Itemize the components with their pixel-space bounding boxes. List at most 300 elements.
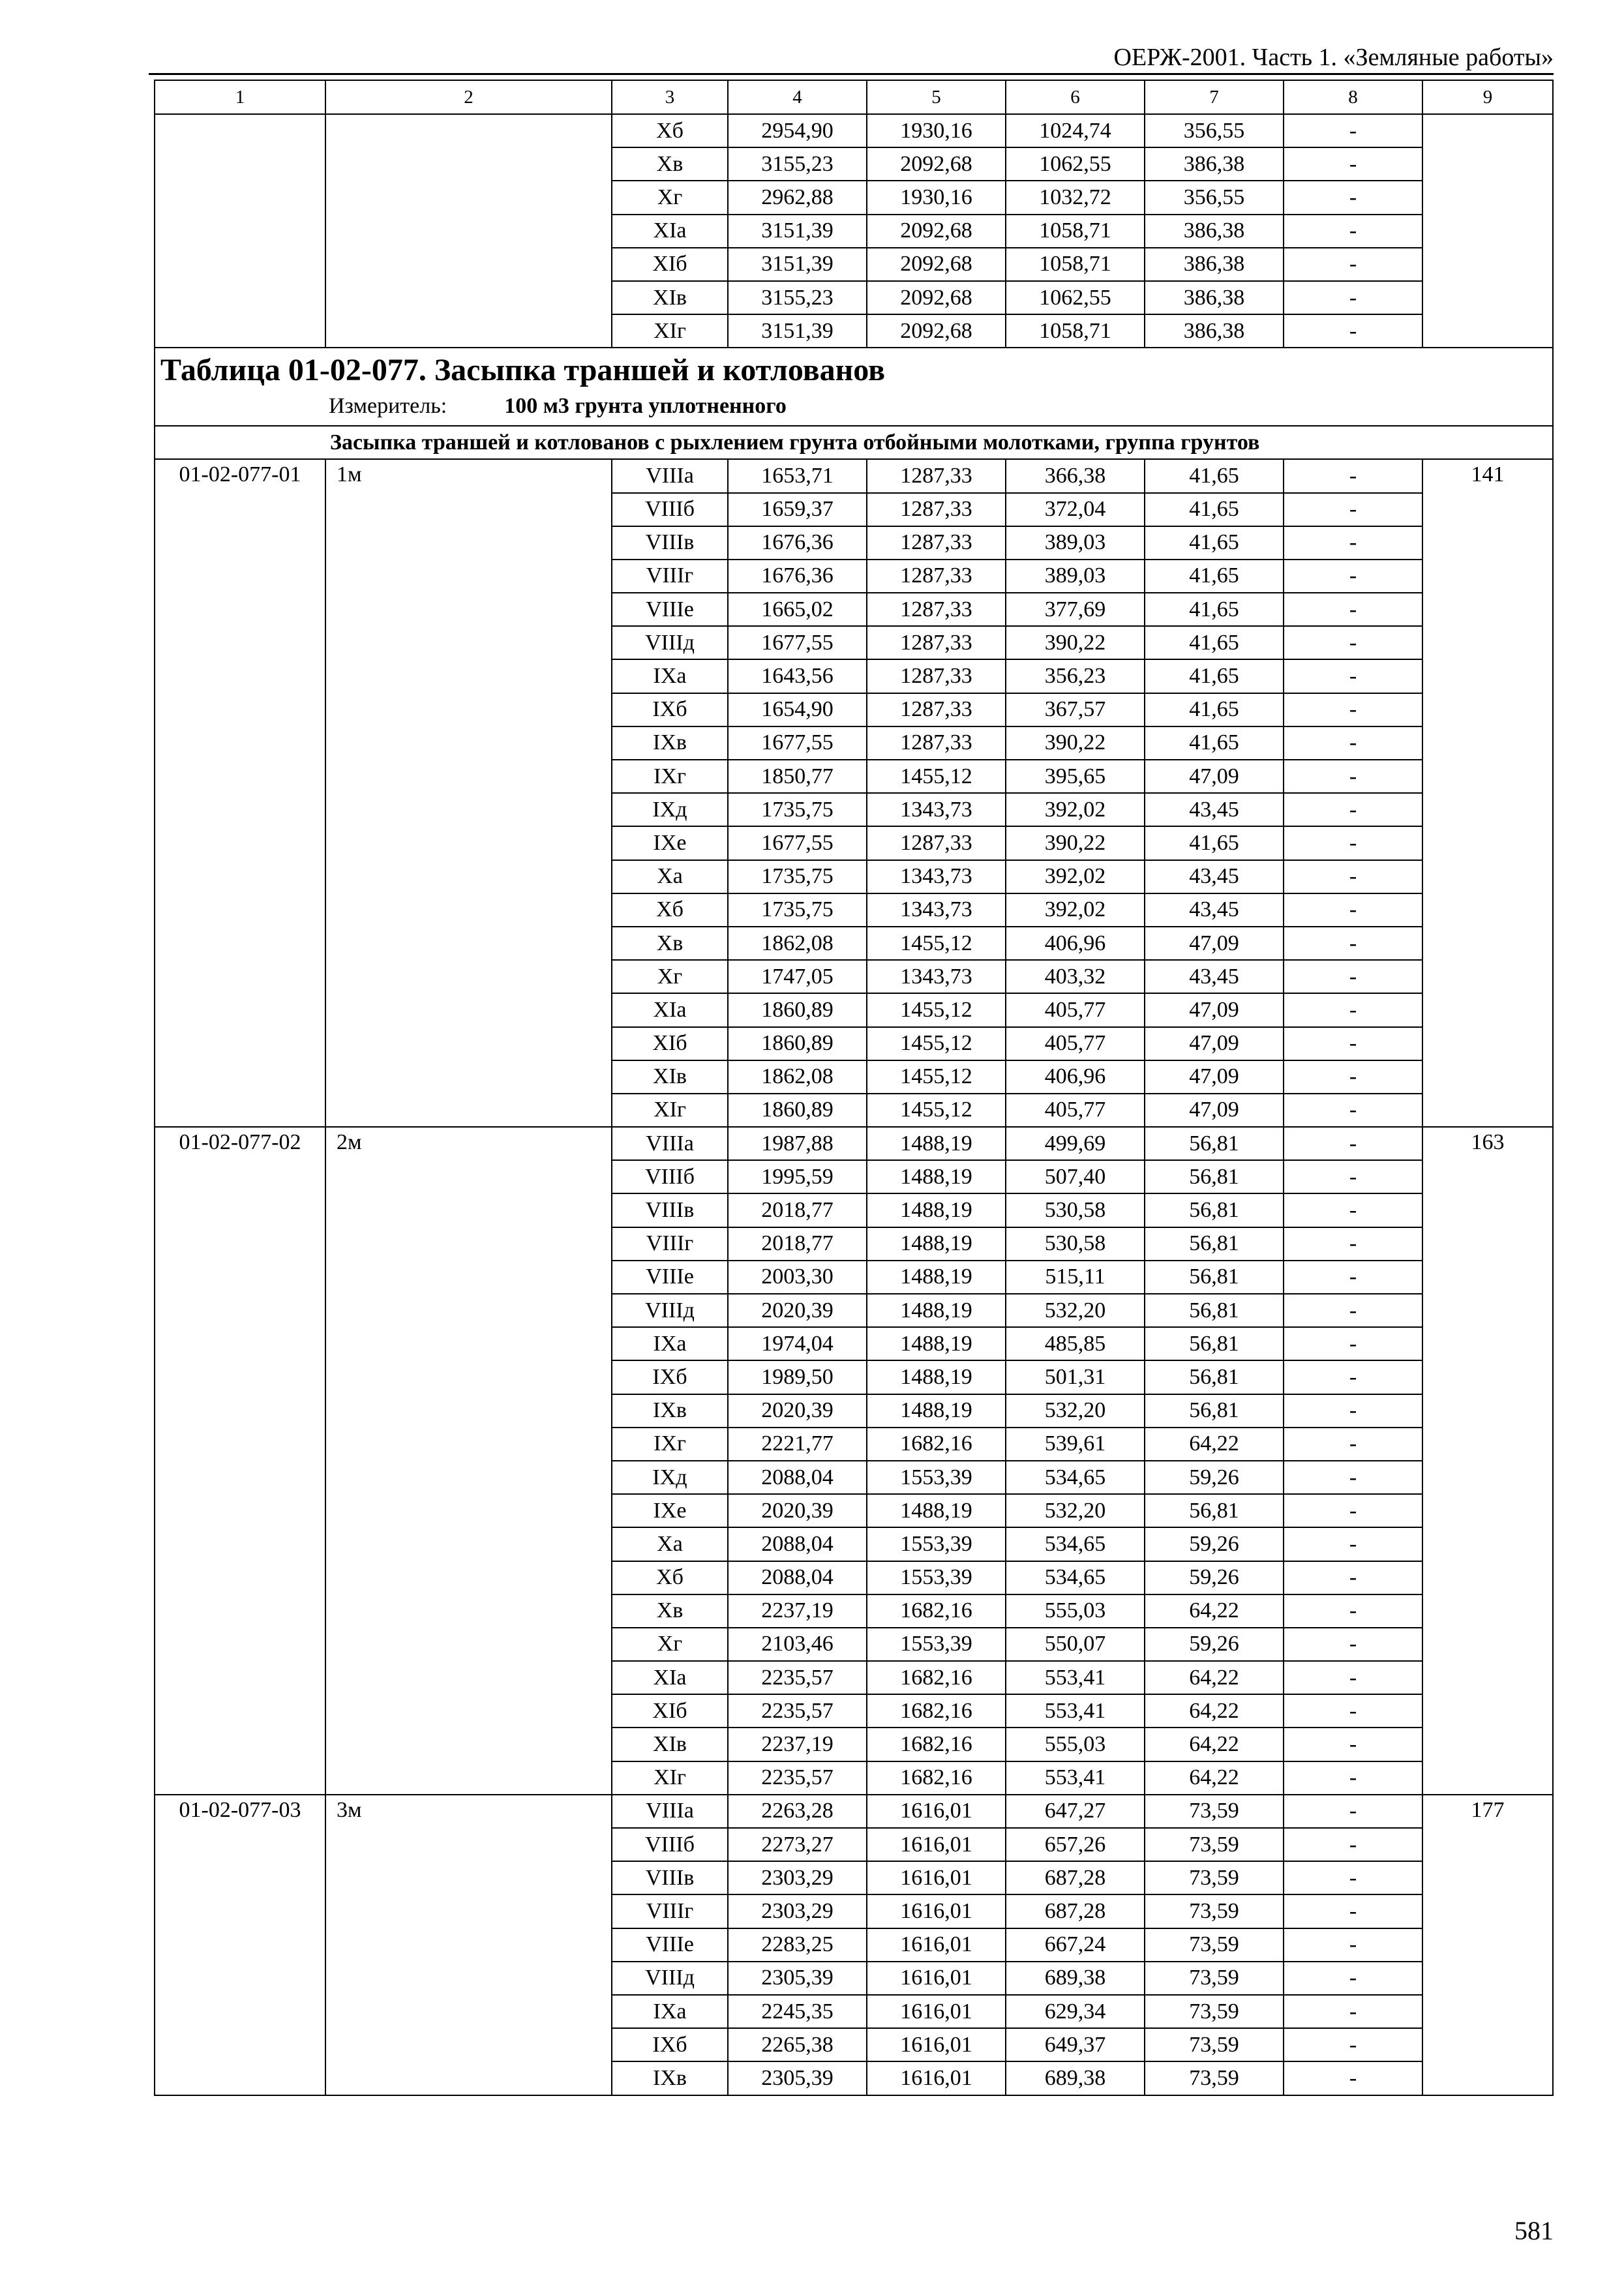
materials-cell: - [1284, 1227, 1422, 1261]
total-cost-cell: 2018,77 [728, 1227, 867, 1261]
total-cost-cell: 1862,08 [728, 1060, 867, 1094]
rate-name: 1м [325, 459, 612, 1127]
total-cost-cell: 1677,55 [728, 726, 867, 760]
code-cell [155, 215, 325, 248]
materials-cell: - [1284, 1527, 1422, 1561]
wages-cell: 1455,12 [867, 927, 1006, 960]
machinist-wages-cell: 386,38 [1145, 314, 1284, 348]
materials-cell: - [1284, 147, 1422, 181]
column-number-1: 1 [155, 80, 325, 114]
rate-name: 3м [325, 1795, 612, 2095]
materials-cell: - [1284, 1193, 1422, 1227]
total-cost-cell: 1676,36 [728, 526, 867, 560]
machinist-wages-cell: 64,22 [1145, 1761, 1284, 1795]
wages-cell: 1343,73 [867, 793, 1006, 826]
wages-cell: 1287,33 [867, 526, 1006, 560]
wages-cell: 2092,68 [867, 147, 1006, 181]
soil-group-cell: XIв [612, 1728, 728, 1761]
materials-cell: - [1284, 560, 1422, 593]
soil-group-cell: IXа [612, 1327, 728, 1360]
total-cost-cell: 1860,89 [728, 1094, 867, 1127]
measure-unit: 100 м3 грунта уплотненного [504, 394, 787, 419]
machines-cell: 356,23 [1006, 659, 1145, 693]
machinist-wages-cell: 64,22 [1145, 1661, 1284, 1694]
wages-cell: 1343,73 [867, 960, 1006, 993]
wages-cell: 1343,73 [867, 893, 1006, 927]
total-cost-cell: 2245,35 [728, 1995, 867, 2028]
soil-group-cell: IXа [612, 1995, 728, 2028]
extra-cell [1422, 181, 1553, 214]
machinist-wages-cell: 64,22 [1145, 1694, 1284, 1728]
materials-cell: - [1284, 1428, 1422, 1461]
measure-line [155, 391, 1552, 421]
machinist-wages-cell: 59,26 [1145, 1527, 1284, 1561]
machinist-wages-cell: 56,81 [1145, 1261, 1284, 1294]
table-row [155, 147, 1553, 181]
total-cost-cell: 2962,88 [728, 181, 867, 214]
machines-cell: 532,20 [1006, 1494, 1145, 1527]
materials-cell: - [1284, 1394, 1422, 1428]
machinist-wages-cell: 356,55 [1145, 181, 1284, 214]
name-cell [325, 248, 612, 281]
soil-group-cell: VIIIв [612, 1193, 728, 1227]
page-number: 581 [1514, 2216, 1554, 2245]
wages-cell: 1455,12 [867, 1060, 1006, 1094]
machines-cell: 649,37 [1006, 2028, 1145, 2061]
wages-cell: 1488,19 [867, 1160, 1006, 1193]
machinist-wages-cell: 73,59 [1145, 1995, 1284, 2028]
materials-cell: - [1284, 114, 1422, 147]
machinist-wages-cell: 386,38 [1145, 215, 1284, 248]
soil-group-cell: IXв [612, 1394, 728, 1428]
machinist-wages-cell: 73,59 [1145, 2028, 1284, 2061]
machines-cell: 667,24 [1006, 1928, 1145, 1962]
table-body [155, 80, 1553, 2095]
wages-cell: 1616,01 [867, 1894, 1006, 1928]
column-number-5: 5 [867, 80, 1006, 114]
materials-cell: - [1284, 1861, 1422, 1894]
machines-cell: 555,03 [1006, 1728, 1145, 1761]
machines-cell: 550,07 [1006, 1628, 1145, 1661]
table-title: Таблица 01-02-077. Засыпка траншей и котлованов [160, 353, 886, 388]
machines-cell: 629,34 [1006, 1995, 1145, 2028]
machines-cell: 553,41 [1006, 1661, 1145, 1694]
rate-extra-value: 177 [1422, 1795, 1553, 2095]
wages-cell: 1343,73 [867, 860, 1006, 893]
machines-cell: 501,31 [1006, 1360, 1145, 1394]
machinist-wages-cell: 73,59 [1145, 1894, 1284, 1928]
machines-cell: 657,26 [1006, 1828, 1145, 1861]
soil-group-cell: Xв [612, 927, 728, 960]
code-cell [155, 281, 325, 314]
total-cost-cell: 2235,57 [728, 1661, 867, 1694]
machinist-wages-cell: 64,22 [1145, 1594, 1284, 1628]
extra-cell [1422, 215, 1553, 248]
wages-cell: 1616,01 [867, 1795, 1006, 1828]
machines-cell: 507,40 [1006, 1160, 1145, 1193]
code-cell [155, 181, 325, 214]
materials-cell: - [1284, 248, 1422, 281]
machinist-wages-cell: 73,59 [1145, 1828, 1284, 1861]
machinist-wages-cell: 41,65 [1145, 659, 1284, 693]
machinist-wages-cell: 47,09 [1145, 760, 1284, 793]
materials-cell: - [1284, 1628, 1422, 1661]
machinist-wages-cell: 41,65 [1145, 593, 1284, 626]
table-row [155, 1127, 1553, 1160]
wages-cell: 1287,33 [867, 826, 1006, 860]
rate-code: 01-02-077-03 [155, 1795, 325, 2095]
materials-cell: - [1284, 1594, 1422, 1628]
extra-cell [1422, 147, 1553, 181]
machines-cell: 532,20 [1006, 1394, 1145, 1428]
soil-group-cell: XIб [612, 1694, 728, 1728]
wages-cell: 1930,16 [867, 114, 1006, 147]
name-cell [325, 215, 612, 248]
soil-group-cell: VIIIе [612, 1928, 728, 1962]
table-row [155, 1795, 1553, 1828]
machines-cell: 515,11 [1006, 1261, 1145, 1294]
rate-code: 01-02-077-02 [155, 1127, 325, 1795]
rates-table [154, 80, 1554, 2096]
wages-cell: 1488,19 [867, 1227, 1006, 1261]
materials-cell: - [1284, 1694, 1422, 1728]
soil-group-cell: VIIIа [612, 1795, 728, 1828]
soil-group-cell: Xг [612, 1628, 728, 1661]
machinist-wages-cell: 59,26 [1145, 1628, 1284, 1661]
materials-cell: - [1284, 2061, 1422, 2095]
materials-cell: - [1284, 893, 1422, 927]
total-cost-cell: 2265,38 [728, 2028, 867, 2061]
extra-cell [1422, 314, 1553, 348]
soil-group-cell: XIг [612, 1094, 728, 1127]
soil-group-cell: Xг [612, 181, 728, 214]
machinist-wages-cell: 56,81 [1145, 1227, 1284, 1261]
total-cost-cell: 3151,39 [728, 215, 867, 248]
machinist-wages-cell: 73,59 [1145, 1928, 1284, 1962]
total-cost-cell: 1659,37 [728, 493, 867, 526]
wages-cell: 1287,33 [867, 693, 1006, 726]
soil-group-cell: VIIIг [612, 1894, 728, 1928]
total-cost-cell: 2305,39 [728, 2061, 867, 2095]
wages-cell: 1682,16 [867, 1728, 1006, 1761]
machinist-wages-cell: 47,09 [1145, 1094, 1284, 1127]
machinist-wages-cell: 386,38 [1145, 248, 1284, 281]
table-row [155, 215, 1553, 248]
wages-cell: 1287,33 [867, 659, 1006, 693]
measure-label: Измеритель: [329, 394, 447, 419]
total-cost-cell: 2018,77 [728, 1193, 867, 1227]
table-row [155, 281, 1553, 314]
machines-cell: 390,22 [1006, 626, 1145, 659]
machinist-wages-cell: 73,59 [1145, 1861, 1284, 1894]
total-cost-cell: 3151,39 [728, 314, 867, 348]
machines-cell: 553,41 [1006, 1761, 1145, 1795]
materials-cell: - [1284, 314, 1422, 348]
machinist-wages-cell: 41,65 [1145, 826, 1284, 860]
materials-cell: - [1284, 215, 1422, 248]
total-cost-cell: 1860,89 [728, 1027, 867, 1060]
machinist-wages-cell: 41,65 [1145, 526, 1284, 560]
machines-cell: 1058,71 [1006, 215, 1145, 248]
total-cost-cell: 1735,75 [728, 893, 867, 927]
materials-cell: - [1284, 1027, 1422, 1060]
soil-group-cell: Xг [612, 960, 728, 993]
total-cost-cell: 2954,90 [728, 114, 867, 147]
code-cell [155, 147, 325, 181]
wages-cell: 1287,33 [867, 726, 1006, 760]
machines-cell: 392,02 [1006, 860, 1145, 893]
soil-group-cell: VIIIв [612, 1861, 728, 1894]
machinist-wages-cell: 56,81 [1145, 1127, 1284, 1160]
materials-cell: - [1284, 1060, 1422, 1094]
machinist-wages-cell: 41,65 [1145, 560, 1284, 593]
wages-cell: 1488,19 [867, 1360, 1006, 1394]
total-cost-cell: 3155,23 [728, 281, 867, 314]
machines-cell: 372,04 [1006, 493, 1145, 526]
wages-cell: 1488,19 [867, 1127, 1006, 1160]
table-title-row [155, 348, 1553, 426]
soil-group-cell: IXе [612, 1494, 728, 1527]
machinist-wages-cell: 64,22 [1145, 1728, 1284, 1761]
table-row [155, 314, 1553, 348]
machines-cell: 534,65 [1006, 1561, 1145, 1594]
machinist-wages-cell: 73,59 [1145, 1962, 1284, 1995]
total-cost-cell: 2088,04 [728, 1527, 867, 1561]
wages-cell: 1455,12 [867, 1094, 1006, 1127]
column-number-6: 6 [1006, 80, 1145, 114]
machines-cell: 390,22 [1006, 726, 1145, 760]
total-cost-cell: 1677,55 [728, 626, 867, 659]
table-row [155, 181, 1553, 214]
machinist-wages-cell: 386,38 [1145, 281, 1284, 314]
wages-cell: 1553,39 [867, 1628, 1006, 1661]
materials-cell: - [1284, 726, 1422, 760]
wages-cell: 1616,01 [867, 1828, 1006, 1861]
soil-group-cell: IXд [612, 793, 728, 826]
soil-group-cell: IXб [612, 693, 728, 726]
machines-cell: 530,58 [1006, 1227, 1145, 1261]
total-cost-cell: 2088,04 [728, 1561, 867, 1594]
wages-cell: 1287,33 [867, 560, 1006, 593]
soil-group-cell: XIа [612, 1661, 728, 1694]
soil-group-cell: IXб [612, 1360, 728, 1394]
materials-cell: - [1284, 1761, 1422, 1795]
machines-cell: 1032,72 [1006, 181, 1145, 214]
materials-cell: - [1284, 526, 1422, 560]
soil-group-cell: Xа [612, 1527, 728, 1561]
wages-cell: 1616,01 [867, 1861, 1006, 1894]
machines-cell: 405,77 [1006, 1027, 1145, 1060]
total-cost-cell: 2235,57 [728, 1694, 867, 1728]
total-cost-cell: 2263,28 [728, 1795, 867, 1828]
soil-group-cell: XIб [612, 1027, 728, 1060]
materials-cell: - [1284, 927, 1422, 960]
machines-cell: 553,41 [1006, 1694, 1145, 1728]
machines-cell: 534,65 [1006, 1527, 1145, 1561]
wages-cell: 1287,33 [867, 593, 1006, 626]
total-cost-cell: 2088,04 [728, 1461, 867, 1494]
materials-cell: - [1284, 1494, 1422, 1527]
machines-cell: 532,20 [1006, 1294, 1145, 1327]
wages-cell: 1616,01 [867, 1995, 1006, 2028]
total-cost-cell: 2303,29 [728, 1861, 867, 1894]
total-cost-cell: 2103,46 [728, 1628, 867, 1661]
wages-cell: 1488,19 [867, 1294, 1006, 1327]
materials-cell: - [1284, 1094, 1422, 1127]
machines-cell: 367,57 [1006, 693, 1145, 726]
wages-cell: 1616,01 [867, 2061, 1006, 2095]
total-cost-cell: 1995,59 [728, 1160, 867, 1193]
name-cell [325, 181, 612, 214]
total-cost-cell: 3155,23 [728, 147, 867, 181]
extra-cell [1422, 114, 1553, 147]
total-cost-cell: 2020,39 [728, 1394, 867, 1428]
soil-group-cell: VIIIд [612, 626, 728, 659]
total-cost-cell: 1665,02 [728, 593, 867, 626]
wages-cell: 2092,68 [867, 314, 1006, 348]
machines-cell: 389,03 [1006, 526, 1145, 560]
soil-group-cell: Xв [612, 1594, 728, 1628]
wages-cell: 1682,16 [867, 1594, 1006, 1628]
soil-group-cell: VIIIе [612, 1261, 728, 1294]
rate-extra-value: 163 [1422, 1127, 1553, 1795]
running-header: ОЕРЖ-2001. Часть 1. «Земляные работы» [1113, 44, 1554, 71]
wages-cell: 1488,19 [867, 1494, 1006, 1527]
wages-cell: 1287,33 [867, 459, 1006, 492]
wages-cell: 1455,12 [867, 760, 1006, 793]
code-cell [155, 314, 325, 348]
machinist-wages-cell: 59,26 [1145, 1561, 1284, 1594]
soil-group-cell: VIIIд [612, 1962, 728, 1995]
soil-group-cell: XIг [612, 314, 728, 348]
machines-cell: 395,65 [1006, 760, 1145, 793]
total-cost-cell: 1653,71 [728, 459, 867, 492]
column-number-4: 4 [728, 80, 867, 114]
wages-cell: 2092,68 [867, 248, 1006, 281]
machines-cell: 406,96 [1006, 927, 1145, 960]
total-cost-cell: 2020,39 [728, 1494, 867, 1527]
machines-cell: 1058,71 [1006, 248, 1145, 281]
total-cost-cell: 1735,75 [728, 860, 867, 893]
soil-group-cell: XIг [612, 1761, 728, 1795]
wages-cell: 1930,16 [867, 181, 1006, 214]
machines-cell: 390,22 [1006, 826, 1145, 860]
materials-cell: - [1284, 281, 1422, 314]
soil-group-cell: IXг [612, 760, 728, 793]
machinist-wages-cell: 56,81 [1145, 1193, 1284, 1227]
machinist-wages-cell: 41,65 [1145, 726, 1284, 760]
machines-cell: 377,69 [1006, 593, 1145, 626]
materials-cell: - [1284, 693, 1422, 726]
total-cost-cell: 2303,29 [728, 1894, 867, 1928]
materials-cell: - [1284, 493, 1422, 526]
total-cost-cell: 1862,08 [728, 927, 867, 960]
machinist-wages-cell: 47,09 [1145, 1060, 1284, 1094]
machines-cell: 530,58 [1006, 1193, 1145, 1227]
machines-cell: 687,28 [1006, 1894, 1145, 1928]
rate-extra-value: 141 [1422, 459, 1553, 1127]
machines-cell: 689,38 [1006, 1962, 1145, 1995]
table-row [155, 248, 1553, 281]
total-cost-cell: 2273,27 [728, 1828, 867, 1861]
code-cell [155, 114, 325, 147]
wages-cell: 1616,01 [867, 1962, 1006, 1995]
materials-cell: - [1284, 1461, 1422, 1494]
machinist-wages-cell: 56,81 [1145, 1360, 1284, 1394]
soil-group-cell: VIIIв [612, 526, 728, 560]
machinist-wages-cell: 56,81 [1145, 1160, 1284, 1193]
machines-cell: 534,65 [1006, 1461, 1145, 1494]
name-cell [325, 281, 612, 314]
machines-cell: 485,85 [1006, 1327, 1145, 1360]
machinist-wages-cell: 41,65 [1145, 459, 1284, 492]
total-cost-cell: 1987,88 [728, 1127, 867, 1160]
machinist-wages-cell: 56,81 [1145, 1294, 1284, 1327]
materials-cell: - [1284, 1795, 1422, 1828]
total-cost-cell: 2235,57 [728, 1761, 867, 1795]
column-number-7: 7 [1145, 80, 1284, 114]
machines-cell: 366,38 [1006, 459, 1145, 492]
soil-group-cell: IXа [612, 659, 728, 693]
total-cost-cell: 1989,50 [728, 1360, 867, 1394]
soil-group-cell: IXб [612, 2028, 728, 2061]
materials-cell: - [1284, 826, 1422, 860]
materials-cell: - [1284, 181, 1422, 214]
machines-cell: 406,96 [1006, 1060, 1145, 1094]
soil-group-cell: Xв [612, 147, 728, 181]
wages-cell: 1553,39 [867, 1527, 1006, 1561]
soil-group-cell: XIв [612, 281, 728, 314]
wages-cell: 1553,39 [867, 1461, 1006, 1494]
materials-cell: - [1284, 626, 1422, 659]
materials-cell: - [1284, 1661, 1422, 1694]
soil-group-cell: VIIIг [612, 1227, 728, 1261]
materials-cell: - [1284, 1127, 1422, 1160]
total-cost-cell: 1860,89 [728, 993, 867, 1026]
materials-cell: - [1284, 2028, 1422, 2061]
soil-group-cell: Xб [612, 1561, 728, 1594]
machines-cell: 405,77 [1006, 993, 1145, 1026]
column-number-9: 9 [1422, 80, 1553, 114]
wages-cell: 1488,19 [867, 1327, 1006, 1360]
wages-cell: 1616,01 [867, 2028, 1006, 2061]
soil-group-cell: XIа [612, 215, 728, 248]
total-cost-cell: 1850,77 [728, 760, 867, 793]
total-cost-cell: 2237,19 [728, 1728, 867, 1761]
materials-cell: - [1284, 1728, 1422, 1761]
soil-group-cell: VIIIг [612, 560, 728, 593]
wages-cell: 1682,16 [867, 1428, 1006, 1461]
materials-cell: - [1284, 1928, 1422, 1962]
soil-group-cell: IXд [612, 1461, 728, 1494]
machinist-wages-cell: 386,38 [1145, 147, 1284, 181]
name-cell [325, 114, 612, 147]
materials-cell: - [1284, 993, 1422, 1026]
total-cost-cell: 2237,19 [728, 1594, 867, 1628]
materials-cell: - [1284, 1160, 1422, 1193]
soil-group-cell: IXе [612, 826, 728, 860]
total-cost-cell: 1677,55 [728, 826, 867, 860]
wages-cell: 1287,33 [867, 493, 1006, 526]
rate-name: 2м [325, 1127, 612, 1795]
machinist-wages-cell: 56,81 [1145, 1494, 1284, 1527]
total-cost-cell: 2283,25 [728, 1928, 867, 1962]
machines-cell: 687,28 [1006, 1861, 1145, 1894]
machinist-wages-cell: 41,65 [1145, 493, 1284, 526]
machinist-wages-cell: 59,26 [1145, 1461, 1284, 1494]
total-cost-cell: 2305,39 [728, 1962, 867, 1995]
total-cost-cell: 2003,30 [728, 1261, 867, 1294]
